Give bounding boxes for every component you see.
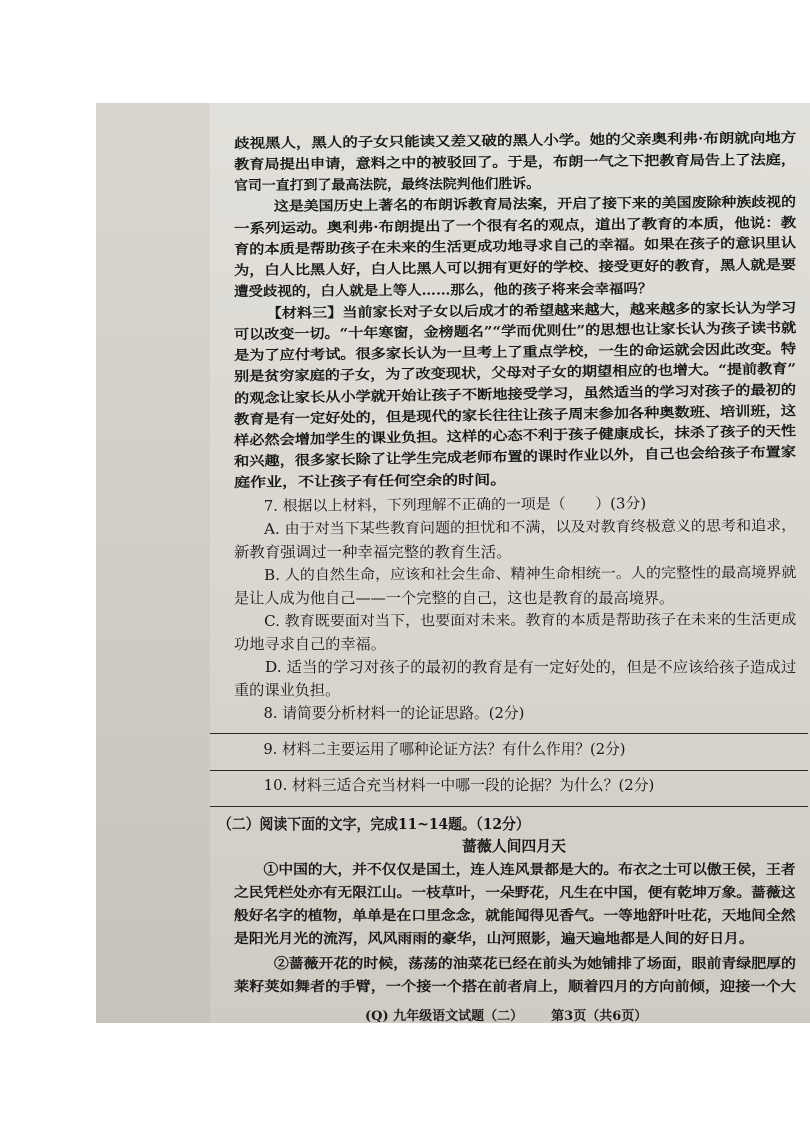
document-photo	[96, 103, 797, 1024]
text-line: 歧视黑人，黑人的子女只能读又差又破的黑人小学。她的父亲奥利弗·布朗就向地方	[233, 130, 797, 152]
text-line: 遭受歧视的，白人就是上等人……那么，他的孩子将来会幸福吗？	[233, 281, 653, 300]
text-line: 样必然会增加学生的课业负担。这样的心态不利于孩子健康成长，抹杀了孩子的天性	[233, 423, 797, 449]
text-line: 是为了应付考试。很多家长认为一旦考上了重点学校，一生的命运就会因此改变。特	[233, 341, 797, 364]
question-7-option-a: A. 由于对当下某些教育问题的担忧和不满，以及对教育终极意义的思考和追求，	[233, 517, 797, 538]
question-8: 8. 请简要分析材料一的论证思路。(2分)	[234, 705, 525, 722]
essay-line: ②蔷薇开花的时候，荡荡的油菜花已经在前头为她铺排了场面，眼前青绿肥厚的	[244, 956, 796, 972]
text-line: 的观念让家长从小学就开始让孩子不断地接受学习，虽然适当的学习对孩子的最初的	[233, 382, 797, 407]
essay-line: ①中国的大，并不仅仅是国土，连人连风景都是大的。布衣之士可以傲王侯，王者	[234, 862, 796, 878]
essay-line: 是阳光月光的流泻，风风雨雨的豪华，山河照影，遍天遍地都是人间的好日月。	[234, 931, 754, 947]
text-line: 庭作业，不让孩子有任何空余的时间。	[233, 472, 507, 491]
exam-code: (Q) 九年级语文试题（二）	[365, 1009, 524, 1024]
text-line: 【材料三】当前家长对子女以后成才的希望越来越大，越来越多的家长认为学习	[243, 300, 797, 322]
question-7-option-a-cont: 新教育强调过一种幸福完整的教育生活。	[234, 544, 512, 561]
question-7-option-c: C. 教育既要面对当下，也要面对未来。教育的本质是帮助孩子在未来的生活更成	[233, 611, 797, 630]
question-7-option-d-cont: 重的课业负担。	[234, 682, 341, 699]
question-7-option-b: B. 人的自然生命，应该和社会生命、精神生命相统一。人的完整性的最高境界就	[233, 564, 797, 584]
essay-line: 莱籽荚如舞者的手臂，一个接一个搭在前者肩上，顺着四月的方向前倾，迎接一个大	[234, 979, 796, 995]
text-line: 这是美国历史上著名的布朗诉教育局法案，开启了接下来的美国废除种族歧视的	[243, 194, 797, 215]
page-number: 第3页（共6页）	[551, 1009, 648, 1024]
text-line: 别是贫穷家庭的子女，为了改变现状，父母对子女的期望相应的也增大。“提前教育”	[233, 361, 797, 385]
answer-line-8[interactable]	[210, 733, 808, 734]
essay-line: 之民凭栏处亦有无限江山。一枝草叶，一朵野花，凡生在中国，便有乾坤万象。蔷薇这	[234, 885, 796, 901]
question-7-stem: 7. 根据以上材料，下列理解不正确的一项是（ ）(3分)	[233, 495, 647, 515]
question-10: 10. 材料三适合充当材料一中哪一段的论据？为什么？(2分)	[234, 777, 655, 794]
essay-title: 蔷薇人间四月天	[462, 837, 567, 855]
text-line: 一系列运动。奥利弗·布朗提出了一个很有名的观点，道出了教育的本质，他说：教	[233, 215, 797, 237]
text-line: 可以改变一切。“十年寒窗，金榜题名”“学而优则仕”的思想也让家长认为孩子读书就	[233, 320, 797, 343]
exam-paper-sheet	[210, 103, 810, 1023]
answer-line-9[interactable]	[210, 770, 808, 771]
question-9: 9. 材料二主要运用了哪种论证方法？有什么作用？(2分)	[234, 741, 626, 758]
question-7-option-c-cont: 功地寻求自己的幸福。	[234, 636, 386, 653]
question-7-option-b-cont: 是让人成为他自己——一个完整的自己，这也是教育的最高境界。	[234, 590, 675, 607]
text-line: 教育局提出申请，意料之中的被驳回了。于是，布朗一气之下把教育局告上了法庭，	[233, 152, 797, 173]
question-7-option-d: D. 适当的学习对孩子的最初的教育是有一定好处的，但是不应该给孩子造成过	[234, 659, 797, 676]
section-heading: （二）阅读下面的文字，完成11~14题。（12分）	[218, 815, 530, 833]
text-line: 和兴趣，很多家长除了让学生完成老师布置的课时作业以外，自己也会给孩子布置家	[233, 444, 797, 470]
text-line: 为，白人比黑人好，白人比黑人可以拥有更好的学校、接受更好的教育，黑人就是要	[233, 257, 797, 279]
text-line: 官司一直打到了最高法院，最终法院判他们胜诉。	[233, 175, 541, 194]
answer-line-10[interactable]	[210, 806, 808, 807]
essay-line: 般好名字的植物，单单是在口里念念，就能闻得见香气。一等地舒叶吐花，天地间全然	[234, 908, 796, 924]
text-line: 育的本质是帮助孩子在未来的生活更成功地寻求自己的幸福。如果在孩子的意识里认	[233, 235, 797, 258]
page-footer	[365, 1005, 675, 1024]
text-line: 教育是有一定好处的，但是现代的家长往往让孩子周末参加各种奥数班、培训班，这	[233, 403, 797, 428]
